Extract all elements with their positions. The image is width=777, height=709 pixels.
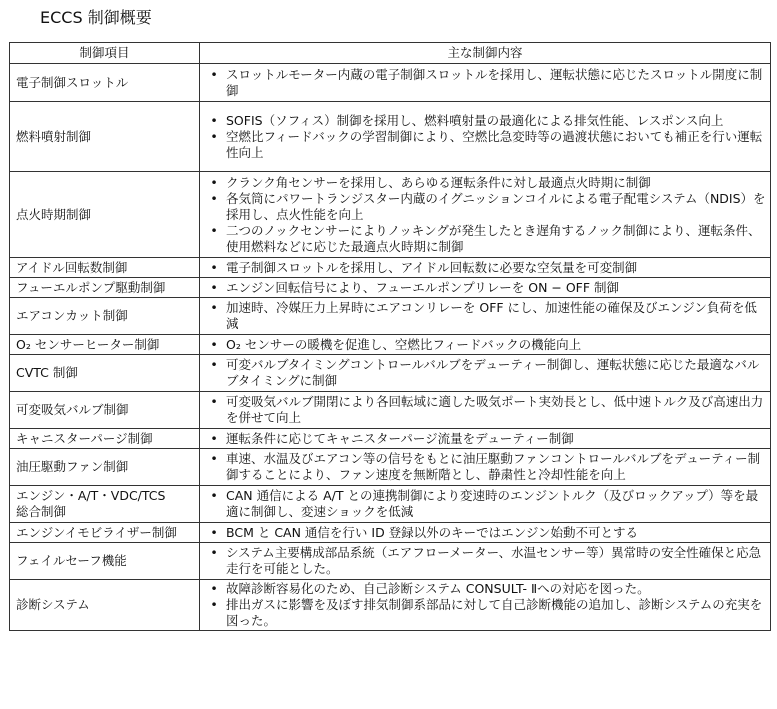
control-overview-table	[9, 42, 771, 631]
content-list-item	[200, 191, 766, 223]
control-content-cell	[200, 523, 771, 543]
table-row	[10, 172, 771, 258]
content-list	[200, 451, 766, 483]
content-list-item	[200, 451, 766, 483]
control-item-cell	[10, 278, 200, 298]
content-text: 可変吸気バルブ開閉により各回転域に適した吸気ポート実効長とし、低中速トルク及び高速出力を併せて向上	[226, 394, 764, 425]
table-row	[10, 64, 771, 102]
control-item-cell	[10, 64, 200, 102]
content-list	[200, 357, 766, 389]
content-list-item	[200, 581, 766, 597]
control-content-cell	[200, 580, 771, 631]
content-text: CAN 通信による A/T との連携制御により変速時のエンジントルク（及びロックアップ）等を最適に制御し、変速ショックを低減	[226, 488, 759, 519]
content-list-item	[200, 113, 766, 129]
control-content-cell	[200, 64, 771, 102]
content-list	[200, 525, 766, 541]
content-text: スロットルモーター内蔵の電子制御スロットルを採用し、運転状態に応じたスロットル開度に制御	[226, 66, 763, 98]
content-list-item	[200, 67, 766, 99]
content-list-item	[200, 394, 766, 426]
control-item-cell	[10, 392, 200, 429]
control-content-cell	[200, 278, 771, 298]
table-row	[10, 298, 771, 335]
control-item-label: エンジン・A/T・VDC/TCS 総合制御	[16, 488, 166, 519]
content-text: クランク角センサーを採用し、あらゆる運転条件に対し最適点火時期に制御	[226, 174, 651, 190]
control-content-cell	[200, 543, 771, 580]
table-row	[10, 392, 771, 429]
content-text: 空燃比フィードバックの学習制御により、空燃比急変時等の過渡状態においても補正を行い運転性向上	[226, 128, 763, 160]
table-row	[10, 543, 771, 580]
control-item-label: 診断システム	[16, 597, 90, 612]
content-text: システム主要構成部品系統（エアフローメーター、水温センサー等）異常時の安全性確保と応急走行を可能とした。	[226, 545, 762, 576]
content-list-item	[200, 300, 766, 332]
control-item-label: 燃料噴射制御	[16, 128, 92, 144]
bullet-icon: •	[210, 545, 218, 560]
content-list-item	[200, 545, 766, 577]
content-list	[200, 113, 766, 161]
control-content-cell	[200, 429, 771, 449]
table-row	[10, 335, 771, 355]
control-item-cell	[10, 449, 200, 486]
content-text: BCM と CAN 通信を行い ID 登録以外のキーではエンジン始動不可とする	[226, 524, 639, 540]
content-text: 加速時、冷媒圧力上昇時にエアコンリレーを OFF にし、加速性能の確保及びエンジン負荷を低減	[226, 300, 757, 331]
content-list-item	[200, 129, 766, 161]
control-item-label: 油圧駆動ファン制御	[16, 459, 129, 474]
content-text: 車速、水温及びエアコン等の信号をもとに油圧駆動ファンコントロールバルブをデューティー制御することにより、ファン速度を無断階とし、静粛性と冷却性能を向上	[226, 451, 761, 482]
content-list	[200, 431, 766, 447]
content-list	[200, 488, 766, 520]
bullet-icon: •	[210, 394, 218, 409]
control-item-label: O₂ センサーヒーター制御	[16, 336, 160, 352]
table-row	[10, 580, 771, 631]
control-item-label: エンジンイモビライザー制御	[16, 524, 177, 540]
bullet-icon: •	[210, 488, 218, 503]
control-content-cell	[200, 258, 771, 278]
table-row	[10, 429, 771, 449]
bullet-icon: •	[210, 430, 218, 446]
content-list	[200, 337, 766, 353]
content-text: O₂ センサーの暖機を促進し、空燃比フィードバックの機能向上	[226, 336, 582, 352]
content-text: 電子制御スロットルを採用し、アイドル回転数に必要な空気量を可変制御	[226, 259, 638, 275]
control-item-label: フューエルポンプ駆動制御	[16, 279, 166, 295]
bullet-icon: •	[210, 222, 218, 238]
control-item-label: アイドル回転数制御	[16, 259, 128, 275]
content-list	[200, 67, 766, 99]
table-row	[10, 523, 771, 543]
content-list-item	[200, 280, 766, 296]
table-row	[10, 102, 771, 172]
control-item-label: エアコンカット制御	[16, 308, 128, 323]
bullet-icon: •	[210, 259, 218, 275]
control-content-cell	[200, 298, 771, 335]
bullet-icon: •	[210, 597, 218, 612]
bullet-icon: •	[210, 66, 218, 82]
content-list-item	[200, 488, 766, 520]
bullet-icon: •	[210, 451, 218, 466]
table-row	[10, 258, 771, 278]
control-item-cell	[10, 580, 200, 631]
content-list-item	[200, 223, 766, 255]
control-item-cell	[10, 486, 200, 523]
content-list-item	[200, 525, 766, 541]
content-text: 故障診断容易化のため、自己診断システム CONSULT- Ⅱへの対応を図った。	[226, 581, 650, 596]
content-list	[200, 260, 766, 276]
content-text: SOFIS（ソフィス）制御を採用し、燃料噴射量の最適化による排気性能、レスポンス向上	[226, 112, 724, 128]
table-row	[10, 486, 771, 523]
content-list-item	[200, 431, 766, 447]
bullet-icon: •	[210, 128, 218, 144]
content-list-item	[200, 597, 766, 629]
control-content-cell	[200, 355, 771, 392]
bullet-icon: •	[210, 524, 218, 540]
control-content-cell	[200, 449, 771, 486]
bullet-icon: •	[210, 279, 218, 295]
page-title: ECCS 制御概要	[40, 8, 152, 27]
content-text: 二つのノックセンサーによりノッキングが発生したとき遅角するノック制御により、運転条件、使用燃料などに応じた最適点火時期に制御	[226, 222, 761, 254]
content-list	[200, 175, 766, 255]
content-list	[200, 545, 766, 577]
control-content-cell	[200, 392, 771, 429]
content-list-item	[200, 337, 766, 353]
table-row	[10, 278, 771, 298]
bullet-icon: •	[210, 300, 218, 315]
control-item-label: 電子制御スロットル	[16, 74, 129, 90]
control-item-cell	[10, 523, 200, 543]
control-item-cell	[10, 258, 200, 278]
bullet-icon: •	[210, 190, 218, 206]
bullet-icon: •	[210, 112, 218, 128]
table-header-row	[10, 43, 771, 64]
content-text: 排出ガスに影響を及ぼす排気制御系部品に対して自己診断機能の追加し、診断システムの充実を図った。	[226, 597, 763, 628]
control-item-label: キャニスターパージ制御	[16, 430, 153, 446]
content-text: 運転条件に応じてキャニスターパージ流量をデューティー制御	[226, 430, 574, 446]
content-list	[200, 280, 766, 296]
control-item-cell	[10, 543, 200, 580]
control-item-cell	[10, 298, 200, 335]
bullet-icon: •	[210, 336, 218, 352]
content-list	[200, 394, 766, 426]
content-list-item	[200, 175, 766, 191]
control-item-label: フェイルセーフ機能	[16, 553, 127, 568]
bullet-icon: •	[210, 357, 218, 372]
control-item-cell	[10, 429, 200, 449]
table-body	[10, 64, 771, 631]
content-text: 可変バルブタイミングコントロールバルブをデューティー制御し、運転状態に応じた最適なバルブタイミングに制御	[226, 357, 760, 388]
content-list	[200, 300, 766, 332]
content-list-item	[200, 357, 766, 389]
content-list-item	[200, 260, 766, 276]
control-item-label: 点火時期制御	[16, 206, 92, 222]
control-item-label: 可変吸気バルブ制御	[16, 402, 129, 417]
header-control-item: 制御項目	[10, 43, 200, 64]
table-row	[10, 449, 771, 486]
control-content-cell	[200, 102, 771, 172]
content-text: エンジン回転信号により、フューエルポンプリレーを ON − OFF 制御	[226, 279, 620, 295]
control-item-cell	[10, 172, 200, 258]
content-list	[200, 581, 766, 629]
table-row	[10, 355, 771, 392]
content-text: 各気筒にパワートランジスター内蔵のイグニッションコイルによる電子配電システム（NDIS）を採用し、点火性能を向上	[226, 190, 766, 222]
header-control-content: 主な制御内容	[200, 43, 771, 64]
control-item-label: CVTC 制御	[16, 365, 78, 380]
control-content-cell	[200, 335, 771, 355]
control-content-cell	[200, 486, 771, 523]
control-content-cell	[200, 172, 771, 258]
bullet-icon: •	[210, 174, 218, 190]
control-item-cell	[10, 355, 200, 392]
bullet-icon: •	[210, 581, 218, 596]
control-item-cell	[10, 102, 200, 172]
control-item-cell	[10, 335, 200, 355]
